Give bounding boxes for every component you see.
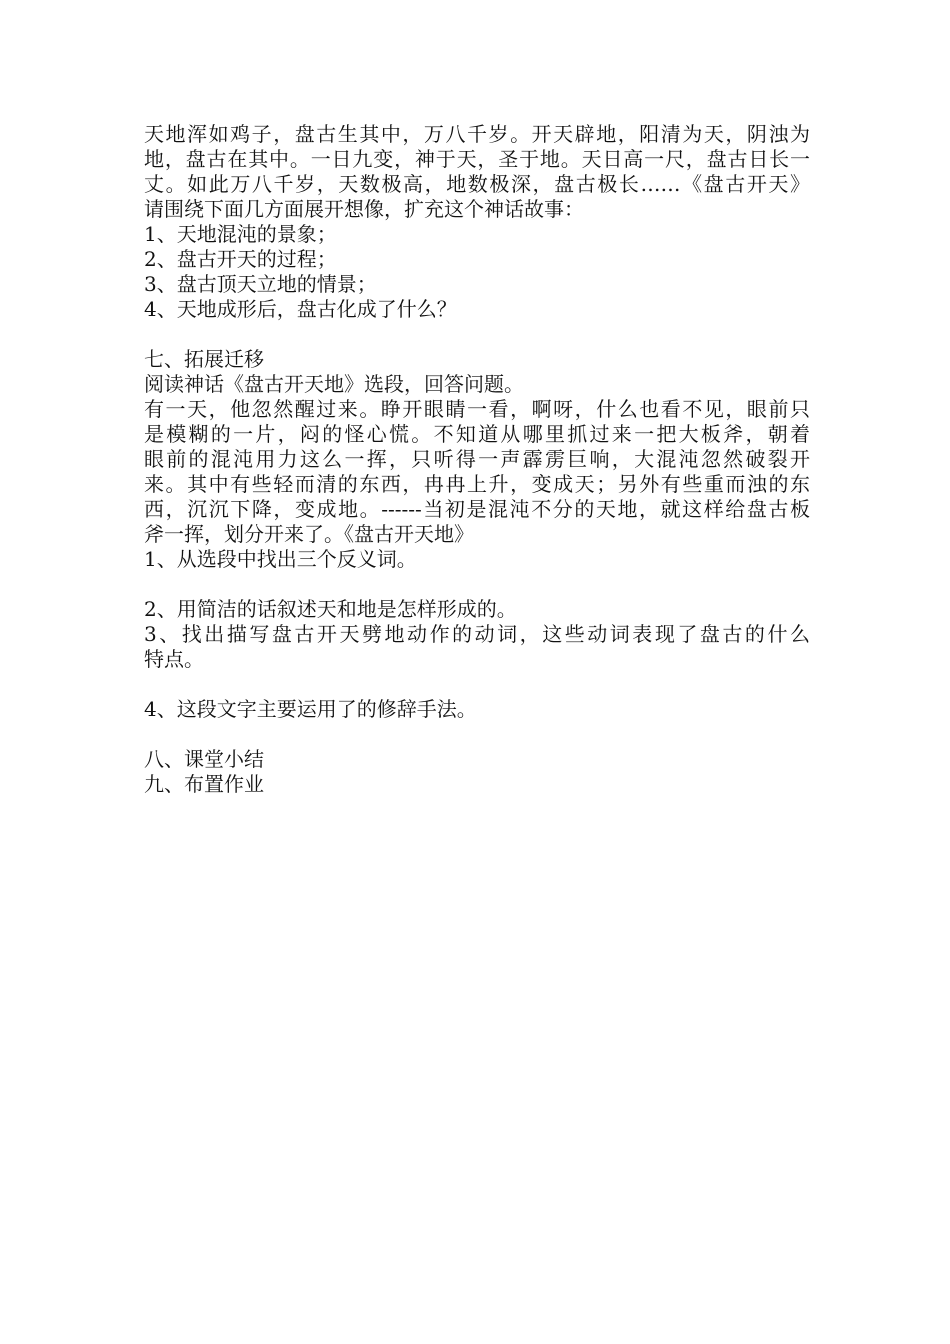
- question-3-cont: 特点。: [144, 647, 204, 671]
- spacer: [144, 322, 810, 347]
- intro-item: 1、天地混沌的景象；: [144, 222, 337, 246]
- section-9-heading: 九、布置作业: [144, 772, 264, 796]
- passage-line: 来。其中有些轻而清的东西，冉冉上升，变成天；另外有些重而浊的东: [144, 472, 810, 496]
- intro-prompt: 请围绕下面几方面展开想像，扩充这个神话故事：: [144, 197, 584, 221]
- section-8-heading: 八、课堂小结: [144, 747, 264, 771]
- intro-line: 地，盘古在其中。一日九变，神于天，圣于地。天日高一尺，盘古日长一: [144, 147, 810, 171]
- question-4: 4、这段文字主要运用了的修辞手法。: [144, 697, 477, 721]
- section-heading: 七、拓展迁移: [144, 347, 264, 371]
- passage-line: 西，沉沉下降，变成地。------当初是混沌不分的天地，就这样给盘古板: [144, 497, 810, 521]
- intro-block: [144, 122, 810, 322]
- question-3: 3、找出描写盘古开天劈地动作的动词，这些动词表现了盘古的什么: [144, 622, 810, 646]
- intro-item: 2、盘古开天的过程；: [144, 247, 337, 271]
- intro-item: 3、盘古顶天立地的情景；: [144, 272, 377, 296]
- question-2: 2、用简洁的话叙述天和地是怎样形成的。: [144, 597, 517, 621]
- intro-item: 4、天地成形后，盘古化成了什么？: [144, 297, 457, 321]
- section-instruction: 阅读神话《盘古开天地》选段，回答问题。: [144, 372, 524, 396]
- question-1: 1、从选段中找出三个反义词。: [144, 547, 417, 571]
- passage-line: 是模糊的一片，闷的怪心慌。不知道从哪里抓过来一把大板斧，朝着: [144, 422, 810, 446]
- answer-space: [144, 572, 810, 597]
- intro-line: 天地浑如鸡子，盘古生其中，万八千岁。开天辟地，阳清为天，阴浊为: [144, 122, 810, 146]
- spacer: [144, 722, 810, 747]
- passage-line: 斧一挥，划分开来了。《盘古开天地》: [144, 522, 474, 546]
- section-7: [144, 347, 810, 722]
- intro-line: 丈。如此万八千岁，天数极高，地数极深，盘古极长……《盘古开天》: [144, 172, 810, 196]
- document-page: [144, 122, 810, 797]
- passage-line: 有一天，他忽然醒过来。睁开眼睛一看，啊呀，什么也看不见，眼前只: [144, 397, 810, 421]
- passage-line: 眼前的混沌用力这么一挥，只听得一声霹雳巨响，大混沌忽然破裂开: [144, 447, 810, 471]
- answer-space: [144, 672, 810, 697]
